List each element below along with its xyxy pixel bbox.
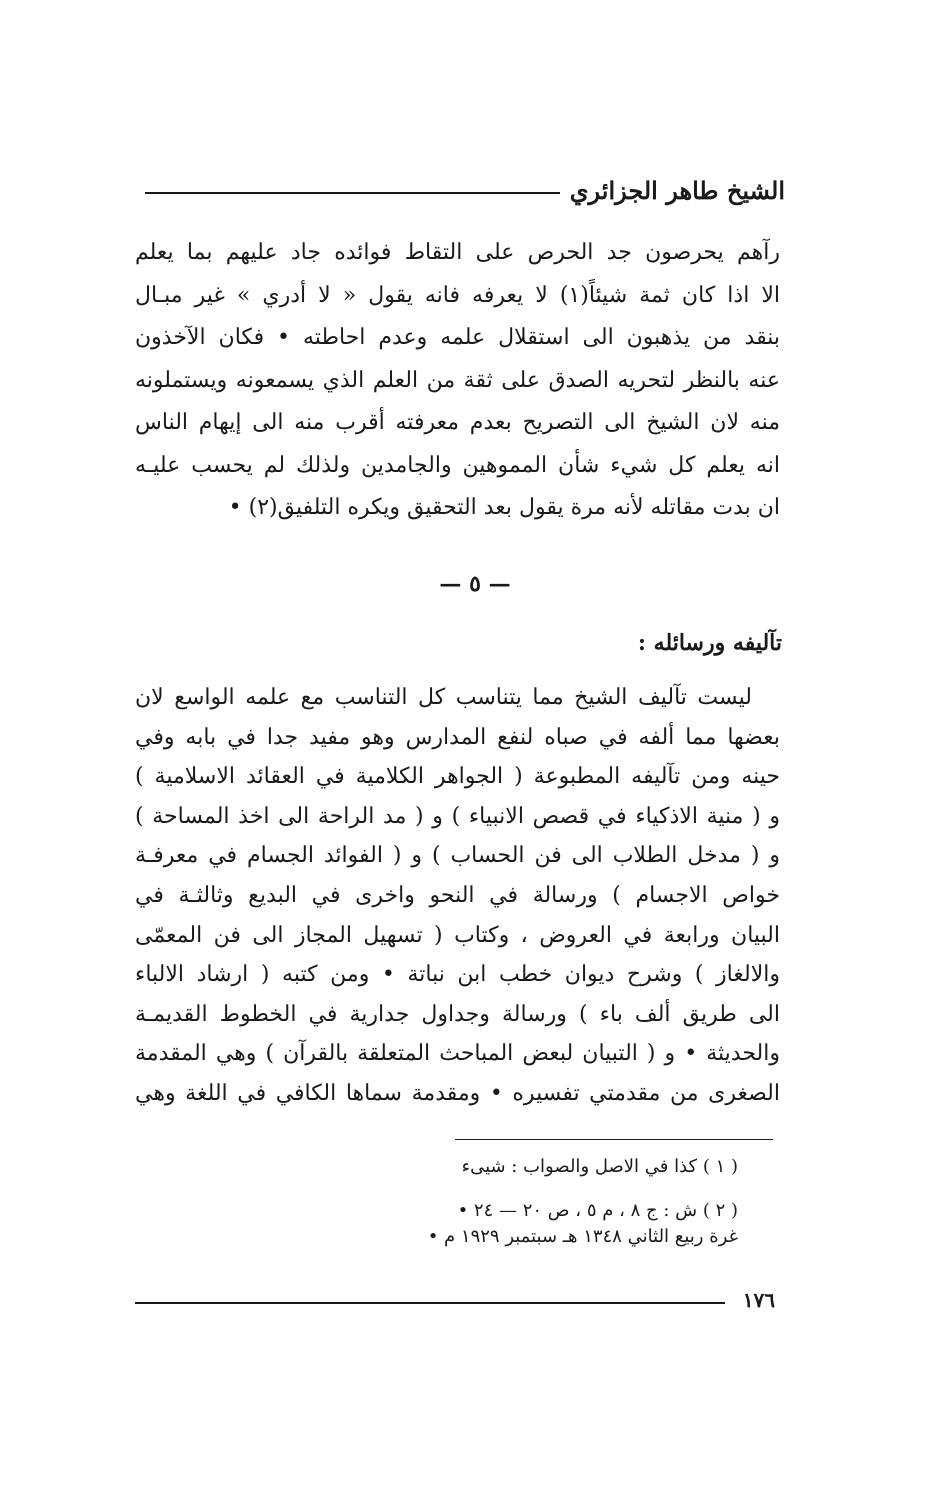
text-line: رآهم يحرصون جد الحرص على التقاط فوائده جاد عليهم بما يعلم — [135, 240, 780, 265]
running-title: الشيخ طاهر الجزائري — [569, 175, 785, 205]
running-header — [145, 170, 785, 210]
text-line: ليست تآليف الشيخ مما يتناسب كل التناسب مع علمه الواسع لان — [135, 685, 752, 710]
text-line: عنه بالنظر لتحريه الصدق على ثقة من العلم الذي يسمعونه ويستملونه — [135, 367, 780, 393]
text-line: و ( مدخل الطلاب الى فن الحساب ) و ( الفوائد الجسام في معرفـة — [135, 843, 780, 869]
header-rule — [145, 192, 560, 194]
footnote-separator — [455, 1139, 773, 1140]
text-line: ان بدت مقاتله لأنه مرة يقول بعد التحقيق ويكره التلفيق(٢) • — [228, 495, 780, 520]
text-line: والالغاز ) وشرح ديوان خطب ابن نباتة • ومن كتبه ( ارشاد الالباء — [135, 962, 780, 988]
text-line: الصغرى من مقدمتي تفسيره • ومقدمة سماها الكافي في اللغة وهي — [135, 1080, 780, 1106]
section-number: — ٥ — — [439, 571, 511, 597]
text-line: خواص الاجسام ) ورسالة في النحو واخرى في البديع وثالثـة في — [135, 882, 780, 908]
text-line: منه لان الشيخ الى التصريح بعدم معرفته أقرب منه الى إيهام الناس — [135, 410, 780, 435]
footnote-1: ( ١ ) كذا في الاصل والصواب : شيىء — [461, 1156, 738, 1177]
footnote-2: ( ٢ ) ش : ج ٨ ، م ٥ ، ص ٢٠ — ٢٤ • — [457, 1200, 738, 1221]
text-line: حينه ومن تآليفه المطبوعة ( الجواهر الكلامية في العقائد الاسلامية ) — [135, 764, 780, 790]
section-heading: تآليفه ورسائله : — [637, 630, 782, 656]
page-number: ١٧٦ — [742, 1288, 775, 1312]
footnote-2-continuation: غرة ربيع الثاني ١٣٤٨ هـ سبتمبر ١٩٢٩ م • — [427, 1226, 738, 1247]
text-line: والحديثة • و ( التبيان لبعض المباحث المتعلقة بالقرآن ) وهي المقدمة — [135, 1041, 780, 1067]
text-line: و ( منية الاذكياء في قصص الانبياء ) و ( مد الراحة الى اخذ المساحة ) — [135, 803, 780, 829]
footer-rule — [135, 1302, 725, 1304]
text-line: انه يعلم كل شيء شأن المموهين والجامدين ولذلك لم يحسب عليـه — [135, 452, 780, 478]
footnotes — [428, 1150, 738, 1254]
text-line: بعضها مما ألفه في صباه لنفع المدارس وهو مفيد جدا في بابه وفي — [135, 724, 780, 750]
page-footer — [135, 1285, 775, 1315]
text-line: الا اذا كان ثمة شيئاً(١) لا يعرفه فانه يقول « لا أدري » غير مبـال — [135, 282, 780, 308]
text-line: بنقد من يذهبون الى استقلال علمه وعدم احاطته • فكان الآخذون — [135, 325, 780, 350]
text-line: الى طريق ألف باء ) ورسالة وجداول جدارية في الخطوط القديمـة — [135, 1001, 780, 1027]
paragraph-1 — [135, 232, 780, 530]
paragraph-2 — [135, 678, 780, 1114]
text-line: البيان ورابعة في العروض ، وكتاب ( تسهيل المجاز الى فن المعمّى — [135, 922, 780, 948]
